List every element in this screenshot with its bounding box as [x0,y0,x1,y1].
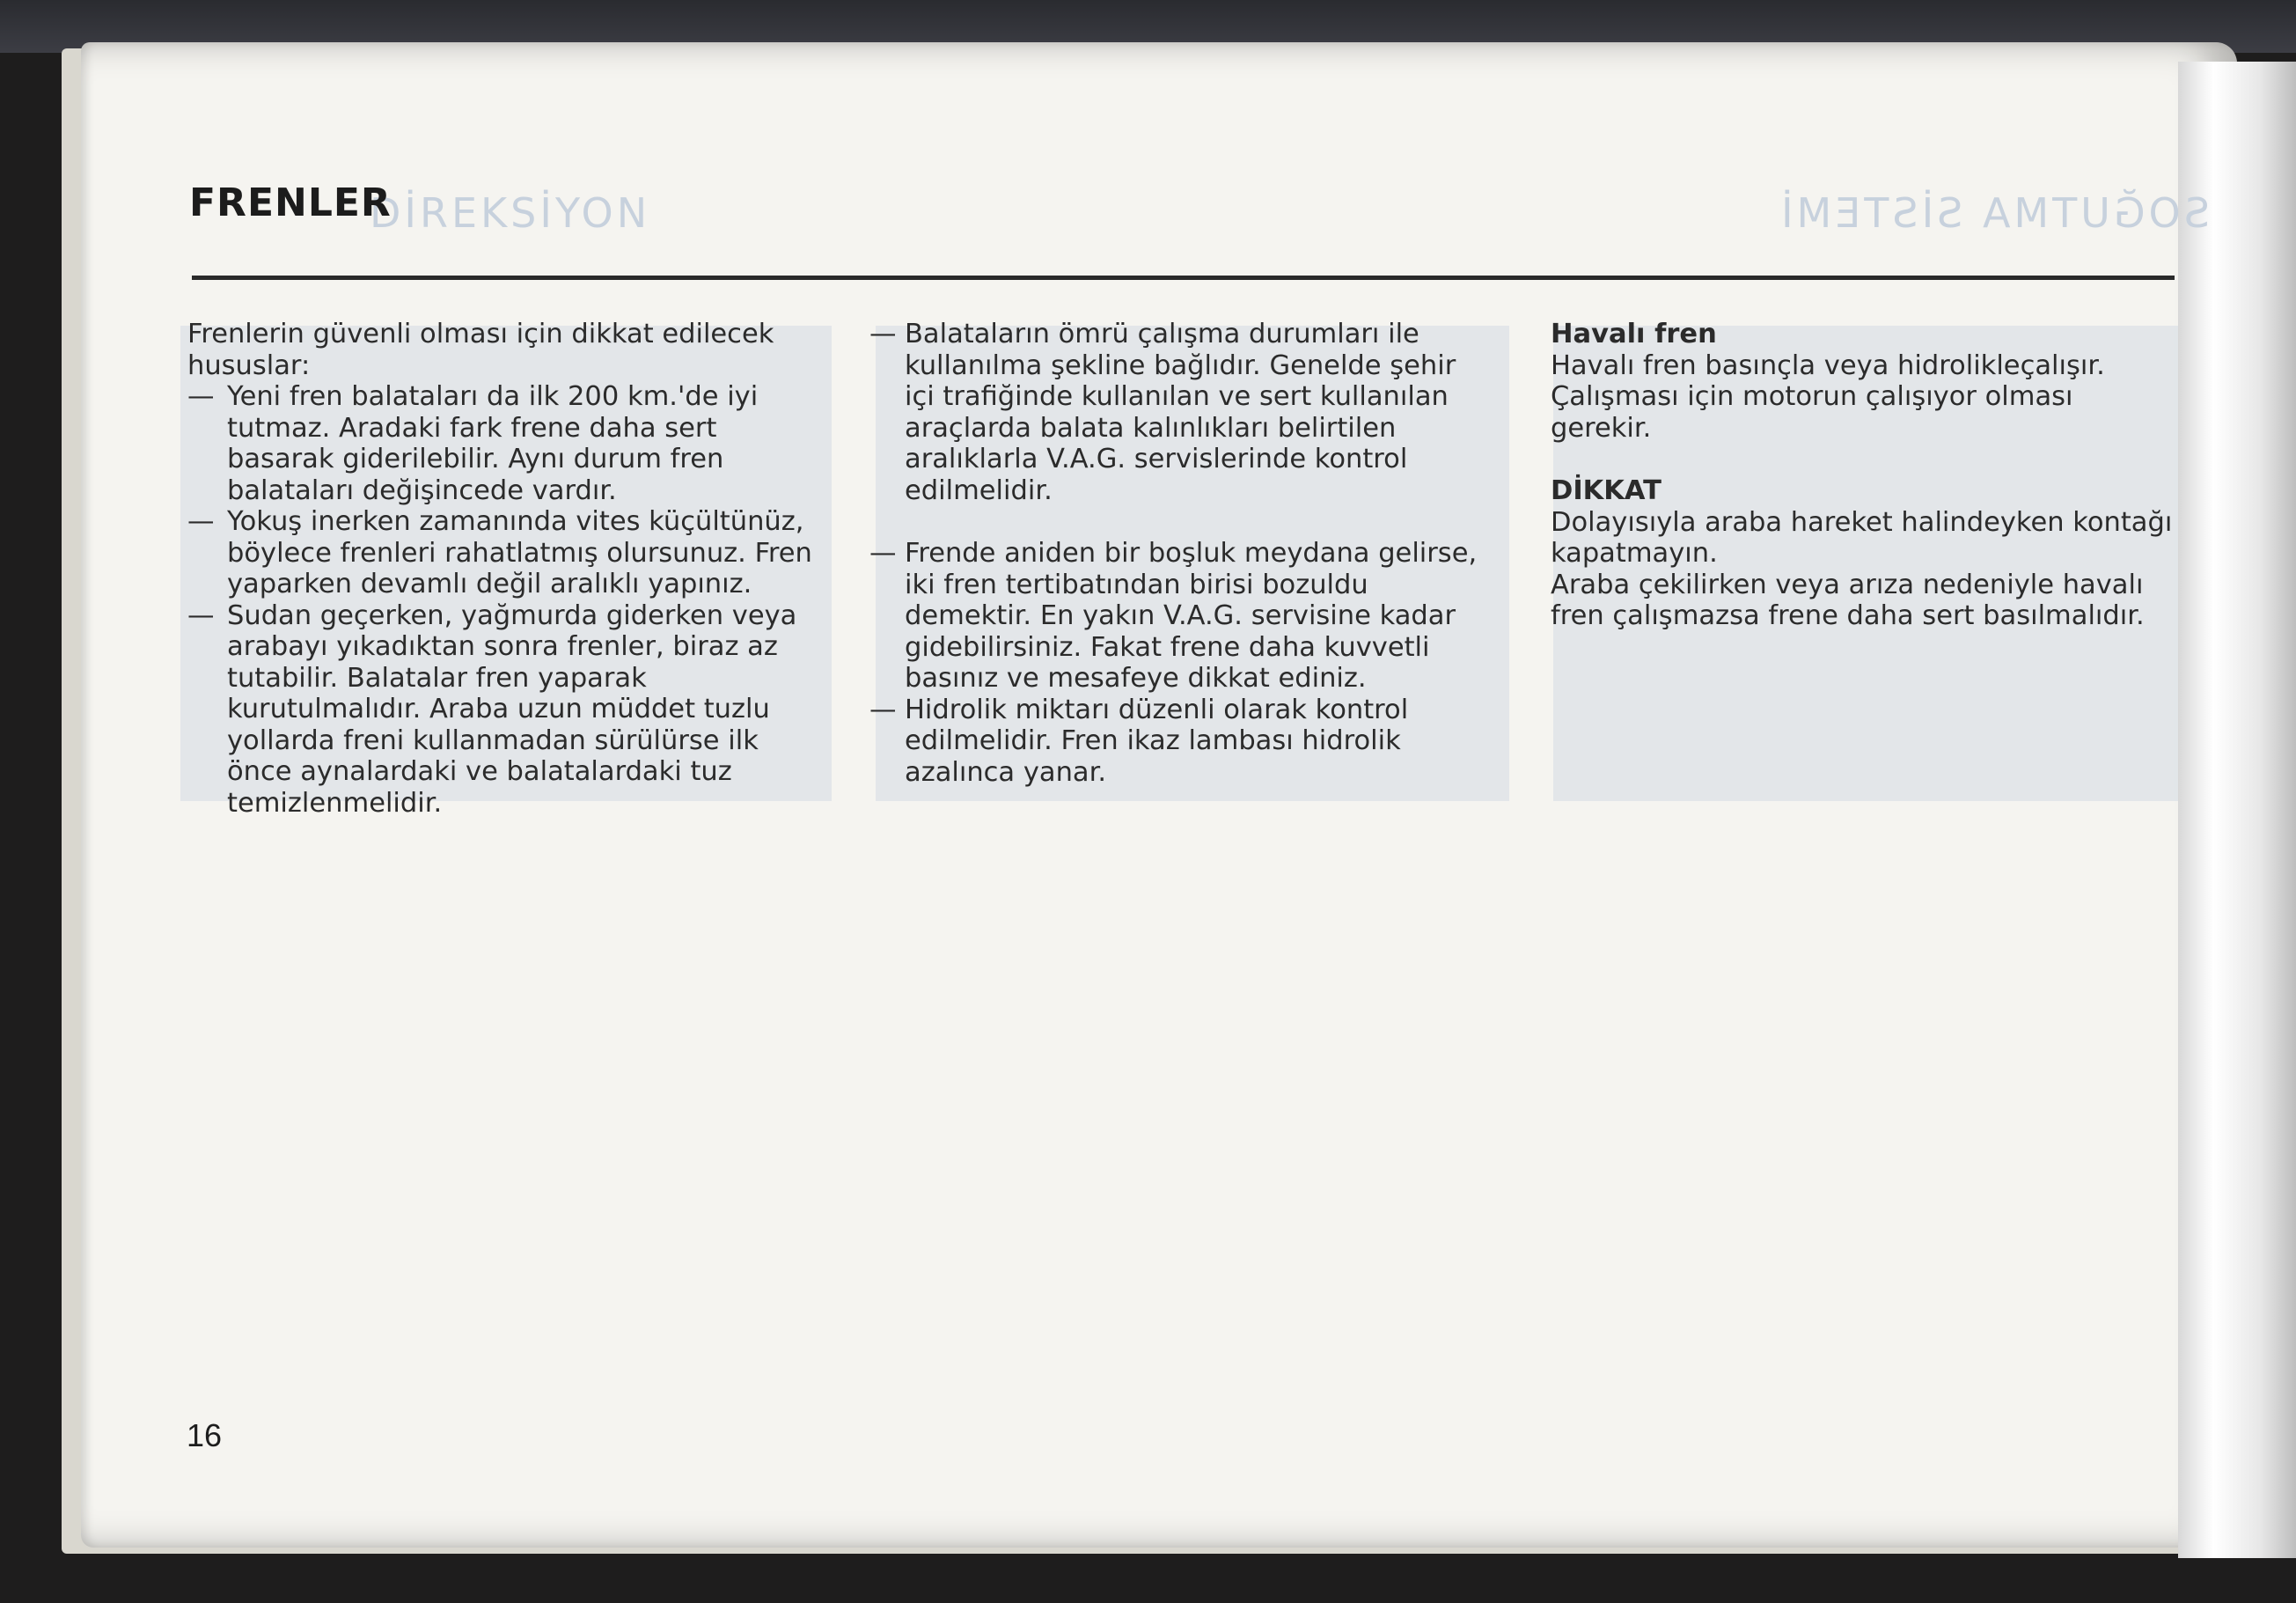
air-brake-text: Havalı fren basınçla veya hidrolikleçalışır. Çalışması için motorun çalışıyor olması gerekir. [1551,349,2105,444]
warning-text: Dolayısıyla araba hareket halindeyken kontağı kapatmayın. [1551,506,2173,569]
dash-mark: — [187,506,215,537]
intro-text: Frenlerin güvenli olması için dikkat edilecek hususlar: [187,319,774,381]
spacer [1551,444,2180,475]
list-item-text: Sudan geçerken, yağmurda giderken veya arabayı yıkadıktan sonra frenler, biraz az tutabilir. Balatalar fren yaparak kurutulmalıdır. Araba uzun müddet tuzlu yollarda freni kullanmadan sürülürse ilk önce aynalardaki ve balatalardaki tuz temizlenmelidir. [227,599,797,819]
column-1 [187,319,821,819]
dash-mark: — [187,599,215,631]
bleed-through-heading: SOĞUTMA SİSTEMİ [1778,189,2210,237]
list-item-text: Balataların ömrü çalışma durumları ile kullanılma şekline bağlıdır. Genelde şehir içi trafiğinde kullanılan ve sert kullanılan araçlarda balata kalınlıkları belirtilen aralıklarla V.A.G. servislerinde kontrol edilmelidir. [905,319,1456,506]
bleed-through-heading: DİREKSİYON [370,189,651,237]
list-item-text: Hidrolik miktarı düzenli olarak kontrol edilmelidir. Fren ikaz lambası hidrolik azalınca yanar. [905,694,1409,788]
list-item [187,600,821,820]
page-curl [2178,62,2296,1558]
column-2 [869,319,1490,788]
page-title: FRENLER [189,180,392,225]
list-item [187,381,821,506]
spacer [869,506,1490,538]
list-item [869,319,1490,506]
page-number: 16 [187,1417,223,1453]
warning-text-2: Araba çekilirken veya arıza nedeniyle havalı fren çalışmazsa frene daha sert basılmalıdır. [1551,569,2145,631]
list-item [869,695,1490,789]
column-3 [1551,319,2180,632]
list-item-text: Yokuş inerken zamanında vites küçültünüz, böylece frenleri rahatlatmış olursunuz. Fren yaparken devamlı değil aralıklı yapınız. [227,506,812,599]
title-rule [192,276,2175,280]
dash-mark: — [869,319,897,349]
list-item-text: Yeni fren balataları da ilk 200 km.'de iyi tutmaz. Aradaki fark frene daha sert basarak giderilebilir. Aynı durum fren balataları değişincede vardır. [227,381,759,506]
list-item [869,538,1490,695]
list-item-text: Frende aniden bir boşluk meydana gelirse, iki fren tertibatından birisi bozuldu demektir. En yakın V.A.G. servisine kadar gidebilirsiniz. Fakat frene daha kuvvetli basınız ve mesafeye dikkat ediniz. [905,538,1478,694]
dash-mark: — [869,538,897,569]
section-heading-air-brake: Havalı fren [1551,319,1717,349]
list-item [187,506,821,600]
dash-mark: — [869,694,897,725]
dash-mark: — [187,381,215,412]
section-heading-warning: DİKKAT [1551,475,1661,506]
